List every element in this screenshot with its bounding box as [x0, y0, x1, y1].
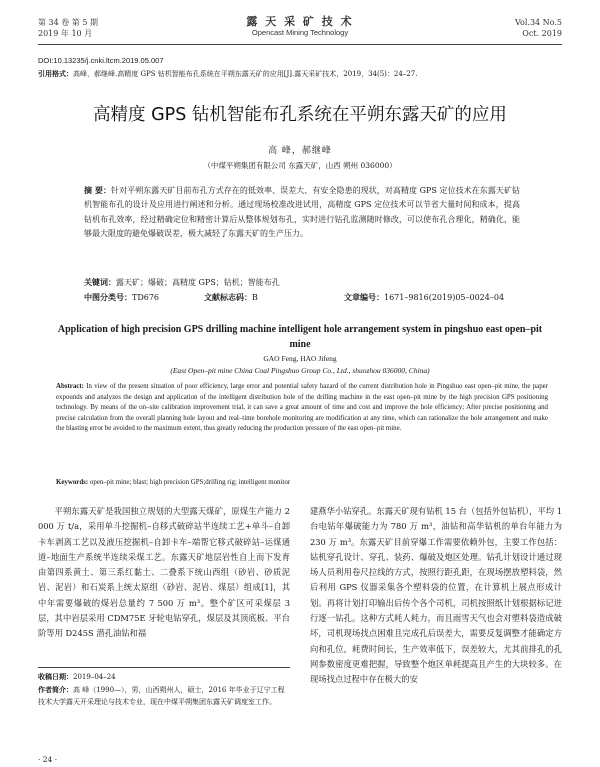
keywords-en-text: open–pit mine; blast; high precision GPS;drilling rig; intelligent monitor [88, 479, 291, 486]
affiliation-cn: （中煤平朔集团有限公司 东露天矿，山西 朔州 036000） [203, 161, 397, 170]
abstract-cn [84, 184, 520, 242]
abstract-cn-label: 摘 要： [84, 186, 112, 195]
header-center [0, 15, 600, 38]
received-date: 收稿日期：2019–04–24 [38, 673, 116, 681]
volume-issue-cn: 第 34 卷 第 5 期 [38, 18, 98, 27]
abstract-cn-text: 针对平朔东露天矿目前布孔方式存在的低效率、误差大、有安全隐患的现状，对高精度 GPS 定位技术在东露天矿钻机智能布孔的设计及应用进行阐述和分析。通过现场校准改进试用，高精度 GPS 定位技术可以节省大量时间和成本，提高钻机布孔效率，经过精确定位和精密计算后从整体规划布孔，实时进行钻孔监测随时修改，可以使布孔合理化，精确化，能够最大限度的避免爆破误差，极大减轻了东露天矿的生产压力。 [84, 186, 520, 239]
body-paragraph: 建燕华小钻穿孔。东露天矿现有钻机 15 台（包括外包钻机），平均 1 台电钻年爆破能力为 780 万 m³，油钻和高华钻机的单台年能力为 230 万 m³。东露天矿目前穿爆工作需要依赖外包，主要工作包括：钻机穿孔设计、穿孔、装药、爆破及炮区处理。钻孔计划设计通过现场人员利用卷尺拉线的方式，按照行距孔距，在现场摆放塑料袋，然后利用 GPS 仪器采集各个塑料袋的位置，在计算机上展点形成计划。再将计划打印输出后传个各个司机，司机按照纸计划根据标记进行逐一钻孔。这种方式耗人耗力，而且雨雪天气也会对塑料袋造成破坏，司机现场找点困难且完成孔后误差大，需要反复调整才能确定方向和孔位，耗费时间长，生产效率低下，误差较大，尤其前排孔的孔网参数密度更难把握，导致整个炮区单耗提高且产生的大块较多。在现场找点过程中存在极大的安 [310, 506, 562, 685]
footnote [38, 671, 290, 709]
affiliation-en: (East Open–pit mine China Coal Pingshuo Group Co., Ltd., shuozhou 036000, China) [170, 366, 430, 375]
body-paragraph: 平朔东露天矿是我国独立规划的大型露天煤矿，原煤生产能力 2 000 万 t/a，采用单斗挖掘机–自移式破碎站半连续工艺+单斗–自卸卡车剥离工艺以及液压挖掘机–自卸卡车–端帮它移式破碎站–运煤通道–地面生产系统半连续采煤工艺。东露天矿地层岩性自上而下发育由第四系黄土、第三系红黏土、二叠系下统山西组（砂岩、砂质泥岩、泥岩）和石炭系上统太原组（砂岩、泥岩、煤层）组成[1]，其中年需要爆破的煤岩总量约 7 500 万 m³。整个矿区可采煤层 3 层，其中岩层采用 CDM75E 牙轮电钻穿孔，煤层及其顶底板、平台阶等用 D245S 潜孔油钻和福 [38, 506, 290, 639]
title-en: Application of high precision GPS drilling machine intelligent hole arrangement system in pingshuo east open–pit mine [57, 324, 543, 350]
abstract-en-text: In view of the present situation of poor efficiency, large error and potential safety hazard of the current distribution hole in Pingshuo east open–pit mine, the paper expounds and analyzes the design and application of the intelligent distribution hole of the drilling machine in the east open–pit mine by the high precision GPS positioning technology. By means of the on–site calibration improvement trial, it can save a great amount of time and cost and improve the hole efficiency; After precise positioning and precise calculation from the overall planning hole layout and real–time borehole monitoring are modification at any time, which can rationalize the hole arrangement and make the blasting error be avoided to the maximum extent, thus greatly reducing the production pressure of the east open–pit mine. [56, 383, 548, 433]
volume-issue-en: Vol.34 No.5 [515, 18, 562, 27]
author-bio: 作者简介：高 峰（1990—），男，山西朔州人，硕士，2016 年毕业于辽宁工程技术大学露天开采理论与技术专业，现在中煤平朔集团东露天矿调度室工作。 [38, 685, 285, 707]
body-column-left [38, 504, 290, 642]
journal-name-cn: 露 天 采 矿 技 术 [246, 15, 354, 28]
article-number: 文章编号：1671–9816(2019)05–0024–04 [344, 293, 505, 302]
citation-text: 高峰，郝继峰.高精度 GPS 钻机智能布孔系统在平朔东露天矿的应用[J].露天采矿技术，2019，34(5)：24–27. [73, 70, 418, 78]
title-cn: 高精度 GPS 钻机智能布孔系统在平朔东露天矿的应用 [93, 105, 507, 125]
date-cn: 2019 年 10 月 [38, 29, 93, 38]
header-right [515, 17, 562, 39]
citation [38, 69, 568, 79]
clc-number: 中图分类号：TD676 [84, 293, 160, 302]
doi: DOI:10.13235/j.cnki.ltcm.2019.05.007 [38, 56, 164, 65]
document-code: 文献标志码：B [204, 293, 258, 302]
authors-cn: 高 峰，郝继峰 [268, 146, 332, 156]
journal-name-en: Opencast Mining Technology [251, 28, 349, 37]
date-en: Oct. 2019 [522, 29, 562, 38]
footnote-rule [38, 667, 290, 668]
abstract-en [56, 382, 548, 435]
abstract-en-label: Abstract: [56, 383, 84, 390]
header-rule [38, 44, 562, 45]
keywords-cn-text: 露天矿；爆破；高精度 GPS；钻机；智能布孔 [116, 278, 280, 287]
keywords-cn [84, 277, 280, 289]
authors-en: GAO Feng, HAO Jifeng [263, 354, 337, 363]
keywords-en [56, 478, 548, 488]
page-number: · 24 · [38, 755, 58, 764]
body-column-right [310, 504, 562, 688]
keywords-cn-label: 关键词： [84, 278, 116, 287]
citation-label: 引用格式： [38, 69, 73, 78]
keywords-en-label: Keywords: [56, 479, 89, 486]
